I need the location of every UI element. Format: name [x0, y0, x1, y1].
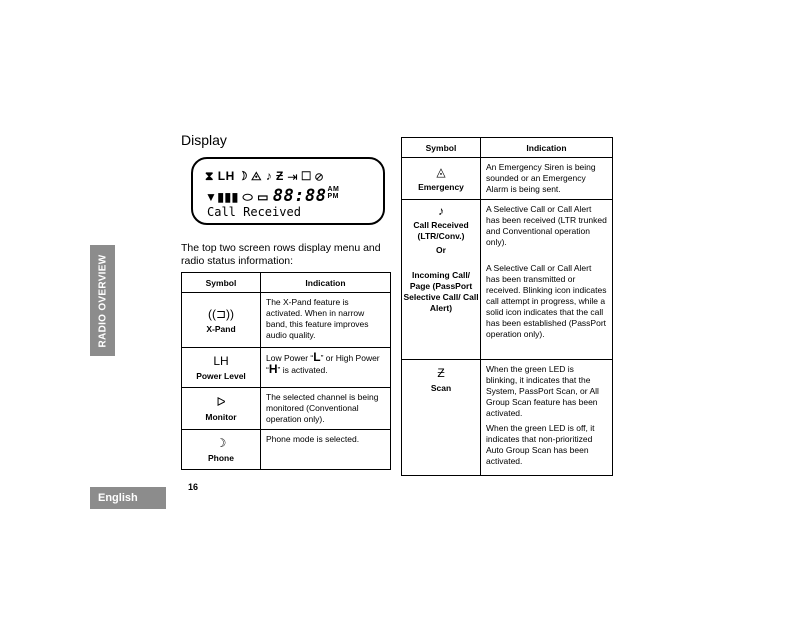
lcd-message: Call Received: [207, 205, 301, 219]
table-row: [402, 200, 613, 360]
lcd-pm: PM: [327, 193, 339, 200]
table-row: [182, 388, 391, 430]
indication-text: Phone mode is selected.: [261, 430, 391, 470]
symbol-name: Monitor: [205, 412, 237, 422]
lcd-am: AM: [327, 186, 340, 193]
symbol-or: Or: [436, 245, 446, 255]
intro-text: The top two screen rows display menu and radio status information:: [181, 242, 381, 267]
indication-part: A Selective Call or Call Alert has been received (LTR trunked and Conventional operation only).: [486, 204, 607, 247]
indication-text: [261, 348, 391, 388]
indication-text: [481, 200, 613, 360]
table-row: [182, 430, 391, 470]
symbol-table-right: [401, 137, 613, 476]
lcd-signal-row: [205, 186, 339, 206]
symbol-name: Call Received (LTR/Conv.): [413, 220, 469, 241]
col-header-symbol: Symbol: [402, 138, 481, 158]
indication-part: When the green LED is blinking, it indicates that the System, PassPort Scan, or All Group Scan feature has been activated.: [486, 364, 599, 418]
indication-text: The selected channel is being monitored (Conventional operation only).: [261, 388, 391, 430]
symbol-name: Incoming Call/ Page (PassPort Selective Call/ Call Alert): [403, 270, 479, 313]
col-header-indication: Indication: [481, 138, 613, 158]
phone-icon: ☽: [215, 436, 227, 450]
xpand-icon: ((⊐)): [207, 306, 235, 321]
page-number: 16: [188, 482, 199, 492]
indication-part: ” is activated.: [277, 365, 328, 375]
indication-text: [481, 360, 613, 476]
lcd-signal-battery-icons: ▼▮▮▮ ⬭ ▭: [205, 190, 269, 204]
section-tab-label: RADIO OVERVIEW: [97, 254, 108, 347]
low-power-glyph: L: [313, 350, 321, 364]
power-level-icon: LH: [213, 354, 229, 368]
emergency-icon: ◬: [436, 165, 446, 179]
indication-part: Low Power “: [266, 353, 314, 363]
table-row: [182, 293, 391, 348]
page-title: Display: [181, 132, 227, 148]
call-received-icon: ♪: [438, 204, 444, 218]
indication-part: ” or High Power “: [266, 353, 380, 375]
indication-part: A Selective Call or Call Alert has been transmitted or received. Blinking icon indicates call attempt in progress, while a solid icon indicates that the call has been established (PassPort operation only).: [486, 263, 607, 339]
monitor-icon: ᐅ: [216, 395, 226, 409]
col-header-symbol: Symbol: [182, 273, 261, 293]
scan-icon: Ƶ: [437, 366, 445, 380]
high-power-glyph: H: [268, 362, 278, 376]
lcd-status-icons-row: ⧗ LH ☽ ◬ ♪ Ƶ ⇥ ☐ ⊘: [205, 169, 324, 183]
lcd-ampm: [327, 186, 339, 200]
lcd-display-illustration: [191, 157, 385, 225]
language-tab: English: [90, 487, 166, 509]
table-row: [402, 360, 613, 476]
indication-part: When the green LED is off, it indicates that non-prioritized Auto Group Scan has been activated.: [486, 423, 595, 466]
symbol-name: Phone: [208, 453, 234, 463]
symbol-name: X-Pand: [206, 323, 236, 334]
symbol-name: Power Level: [196, 371, 246, 381]
symbol-name: Scan: [430, 383, 452, 393]
indication-text: An Emergency Siren is being sounded or an Emergency Alarm is being sent.: [481, 158, 613, 200]
indication-text: The X-Pand feature is activated. When in narrow band, this feature improves audio quality.: [261, 293, 391, 348]
col-header-indication: Indication: [261, 273, 391, 293]
table-row: [402, 158, 613, 200]
table-row: [182, 348, 391, 388]
symbol-name: Emergency: [418, 182, 464, 192]
lcd-clock: 88:88: [272, 186, 327, 206]
symbol-table-left: [181, 272, 391, 470]
section-tab: [90, 245, 115, 356]
